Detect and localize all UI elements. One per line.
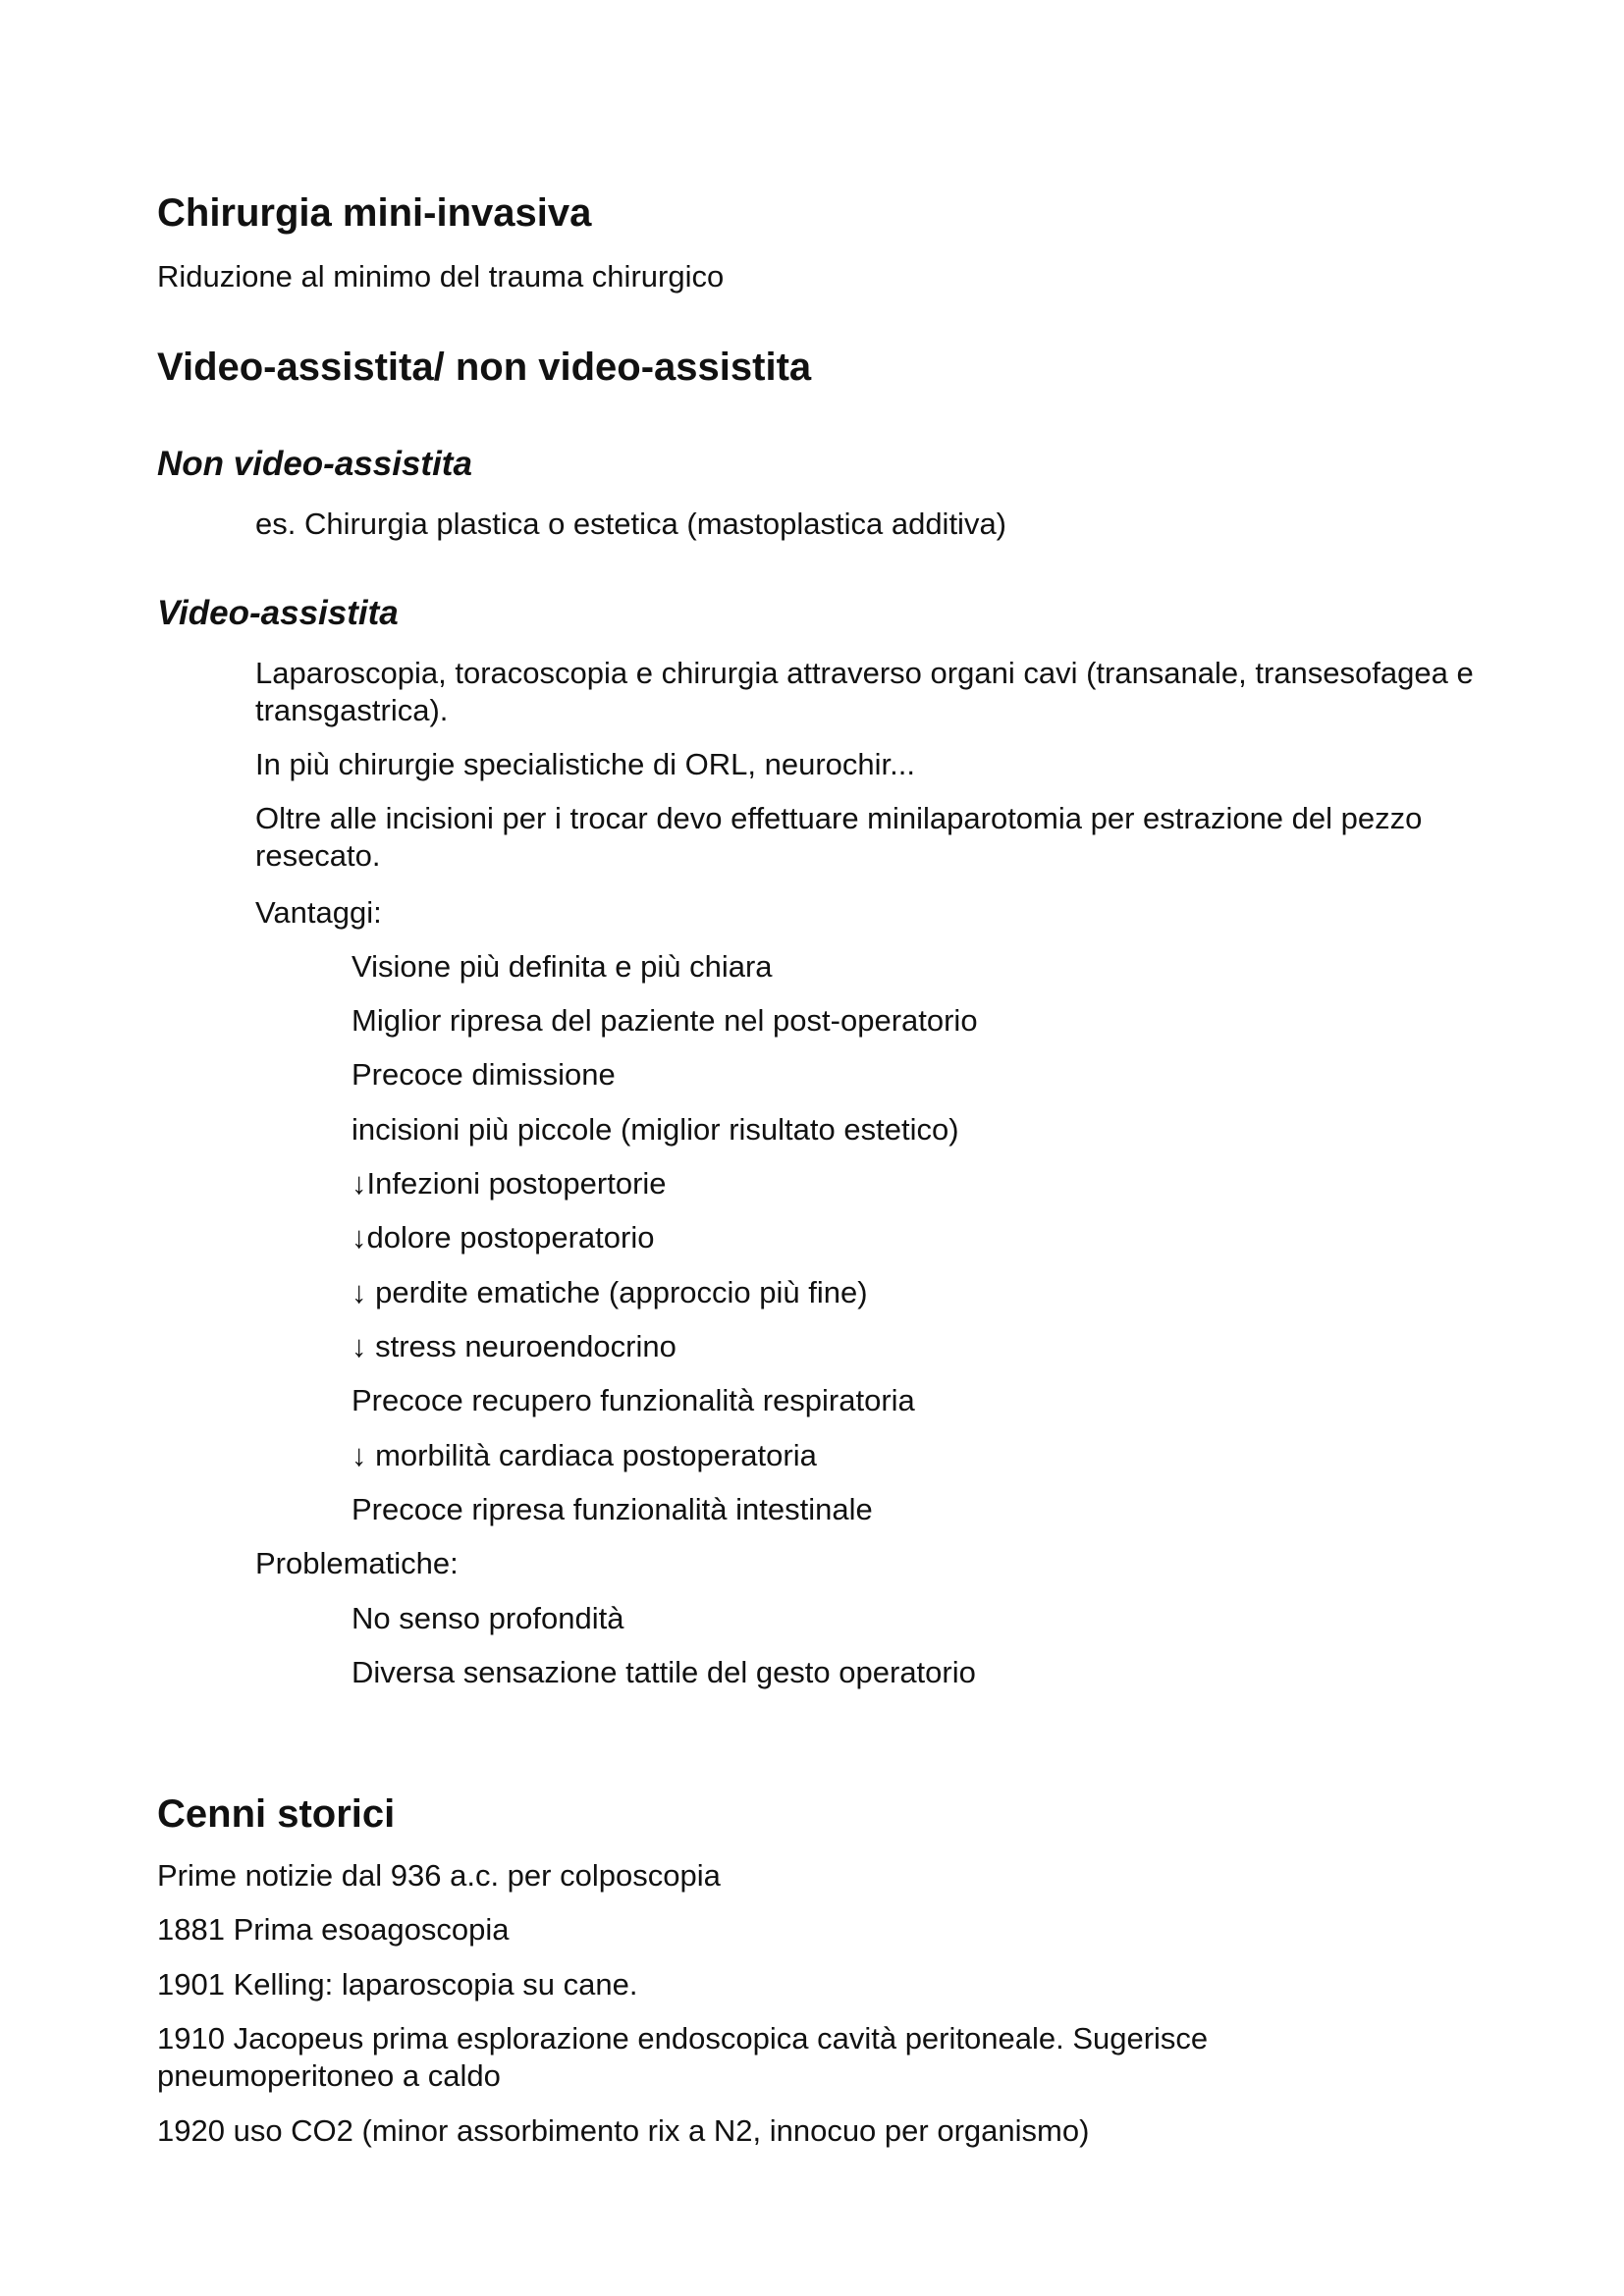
history-item: 1901 Kelling: laparoscopia su cane. bbox=[157, 1967, 638, 2002]
advantage-item: Precoce ripresa funzionalità intestinale bbox=[352, 1492, 873, 1526]
heading-video-types: Video-assistita/ non video-assistita bbox=[157, 346, 812, 389]
advantage-item: Miglior ripresa del paziente nel post-operatorio bbox=[352, 1003, 978, 1038]
video-paragraph-3: Oltre alle incisioni per i trocar devo effettuare minilaparotomia per estrazione del pezzo resecato. bbox=[255, 801, 1423, 873]
advantages-label: Vantaggi: bbox=[255, 895, 382, 930]
advantage-item: Precoce dimissione bbox=[352, 1057, 616, 1092]
advantage-item: ↓ stress neuroendocrino bbox=[352, 1329, 677, 1363]
history-item: 1920 uso CO2 (minor assorbimento rix a N2, innocuo per organismo) bbox=[157, 2113, 1090, 2148]
video-paragraph-1: Laparoscopia, toracoscopia e chirurgia attraverso organi cavi (transanale, transesofagea e transgastrica). bbox=[255, 656, 1474, 727]
advantage-item: ↓ perdite ematiche (approccio più fine) bbox=[352, 1275, 868, 1309]
advantage-item: Visione più definita e più chiara bbox=[352, 949, 773, 984]
heading-chirurgia-mini-invasiva: Chirurgia mini-invasiva bbox=[157, 191, 592, 235]
advantage-item: ↓Infezioni postopertorie bbox=[352, 1166, 667, 1201]
advantage-item: ↓ morbilità cardiaca postoperatoria bbox=[352, 1438, 817, 1472]
heading-cenni-storici: Cenni storici bbox=[157, 1792, 396, 1836]
problem-item: Diversa sensazione tattile del gesto operatorio bbox=[352, 1655, 976, 1689]
intro-text: Riduzione al minimo del trauma chirurgico bbox=[157, 259, 725, 294]
history-item: Prime notizie dal 936 a.c. per colposcopia bbox=[157, 1858, 721, 1893]
history-item: 1910 Jacopeus prima esplorazione endoscopica cavità peritoneale. Sugerisce pneumoperitoneo a caldo bbox=[157, 2021, 1209, 2093]
heading-non-video-assistita: Non video-assistita bbox=[157, 445, 472, 483]
non-video-example: es. Chirurgia plastica o estetica (mastoplastica additiva) bbox=[255, 507, 1007, 541]
heading-video-assistita: Video-assistita bbox=[157, 594, 399, 632]
problem-item: No senso profondità bbox=[352, 1601, 624, 1635]
video-paragraph-2: In più chirurgie specialistiche di ORL, neurochir... bbox=[255, 747, 915, 781]
advantage-item: incisioni più piccole (miglior risultato estetico) bbox=[352, 1112, 959, 1147]
problems-label: Problematiche: bbox=[255, 1546, 459, 1580]
advantage-item: Precoce recupero funzionalità respiratoria bbox=[352, 1383, 915, 1417]
advantage-item: ↓dolore postoperatorio bbox=[352, 1220, 655, 1255]
history-item: 1881 Prima esoagoscopia bbox=[157, 1912, 510, 1947]
